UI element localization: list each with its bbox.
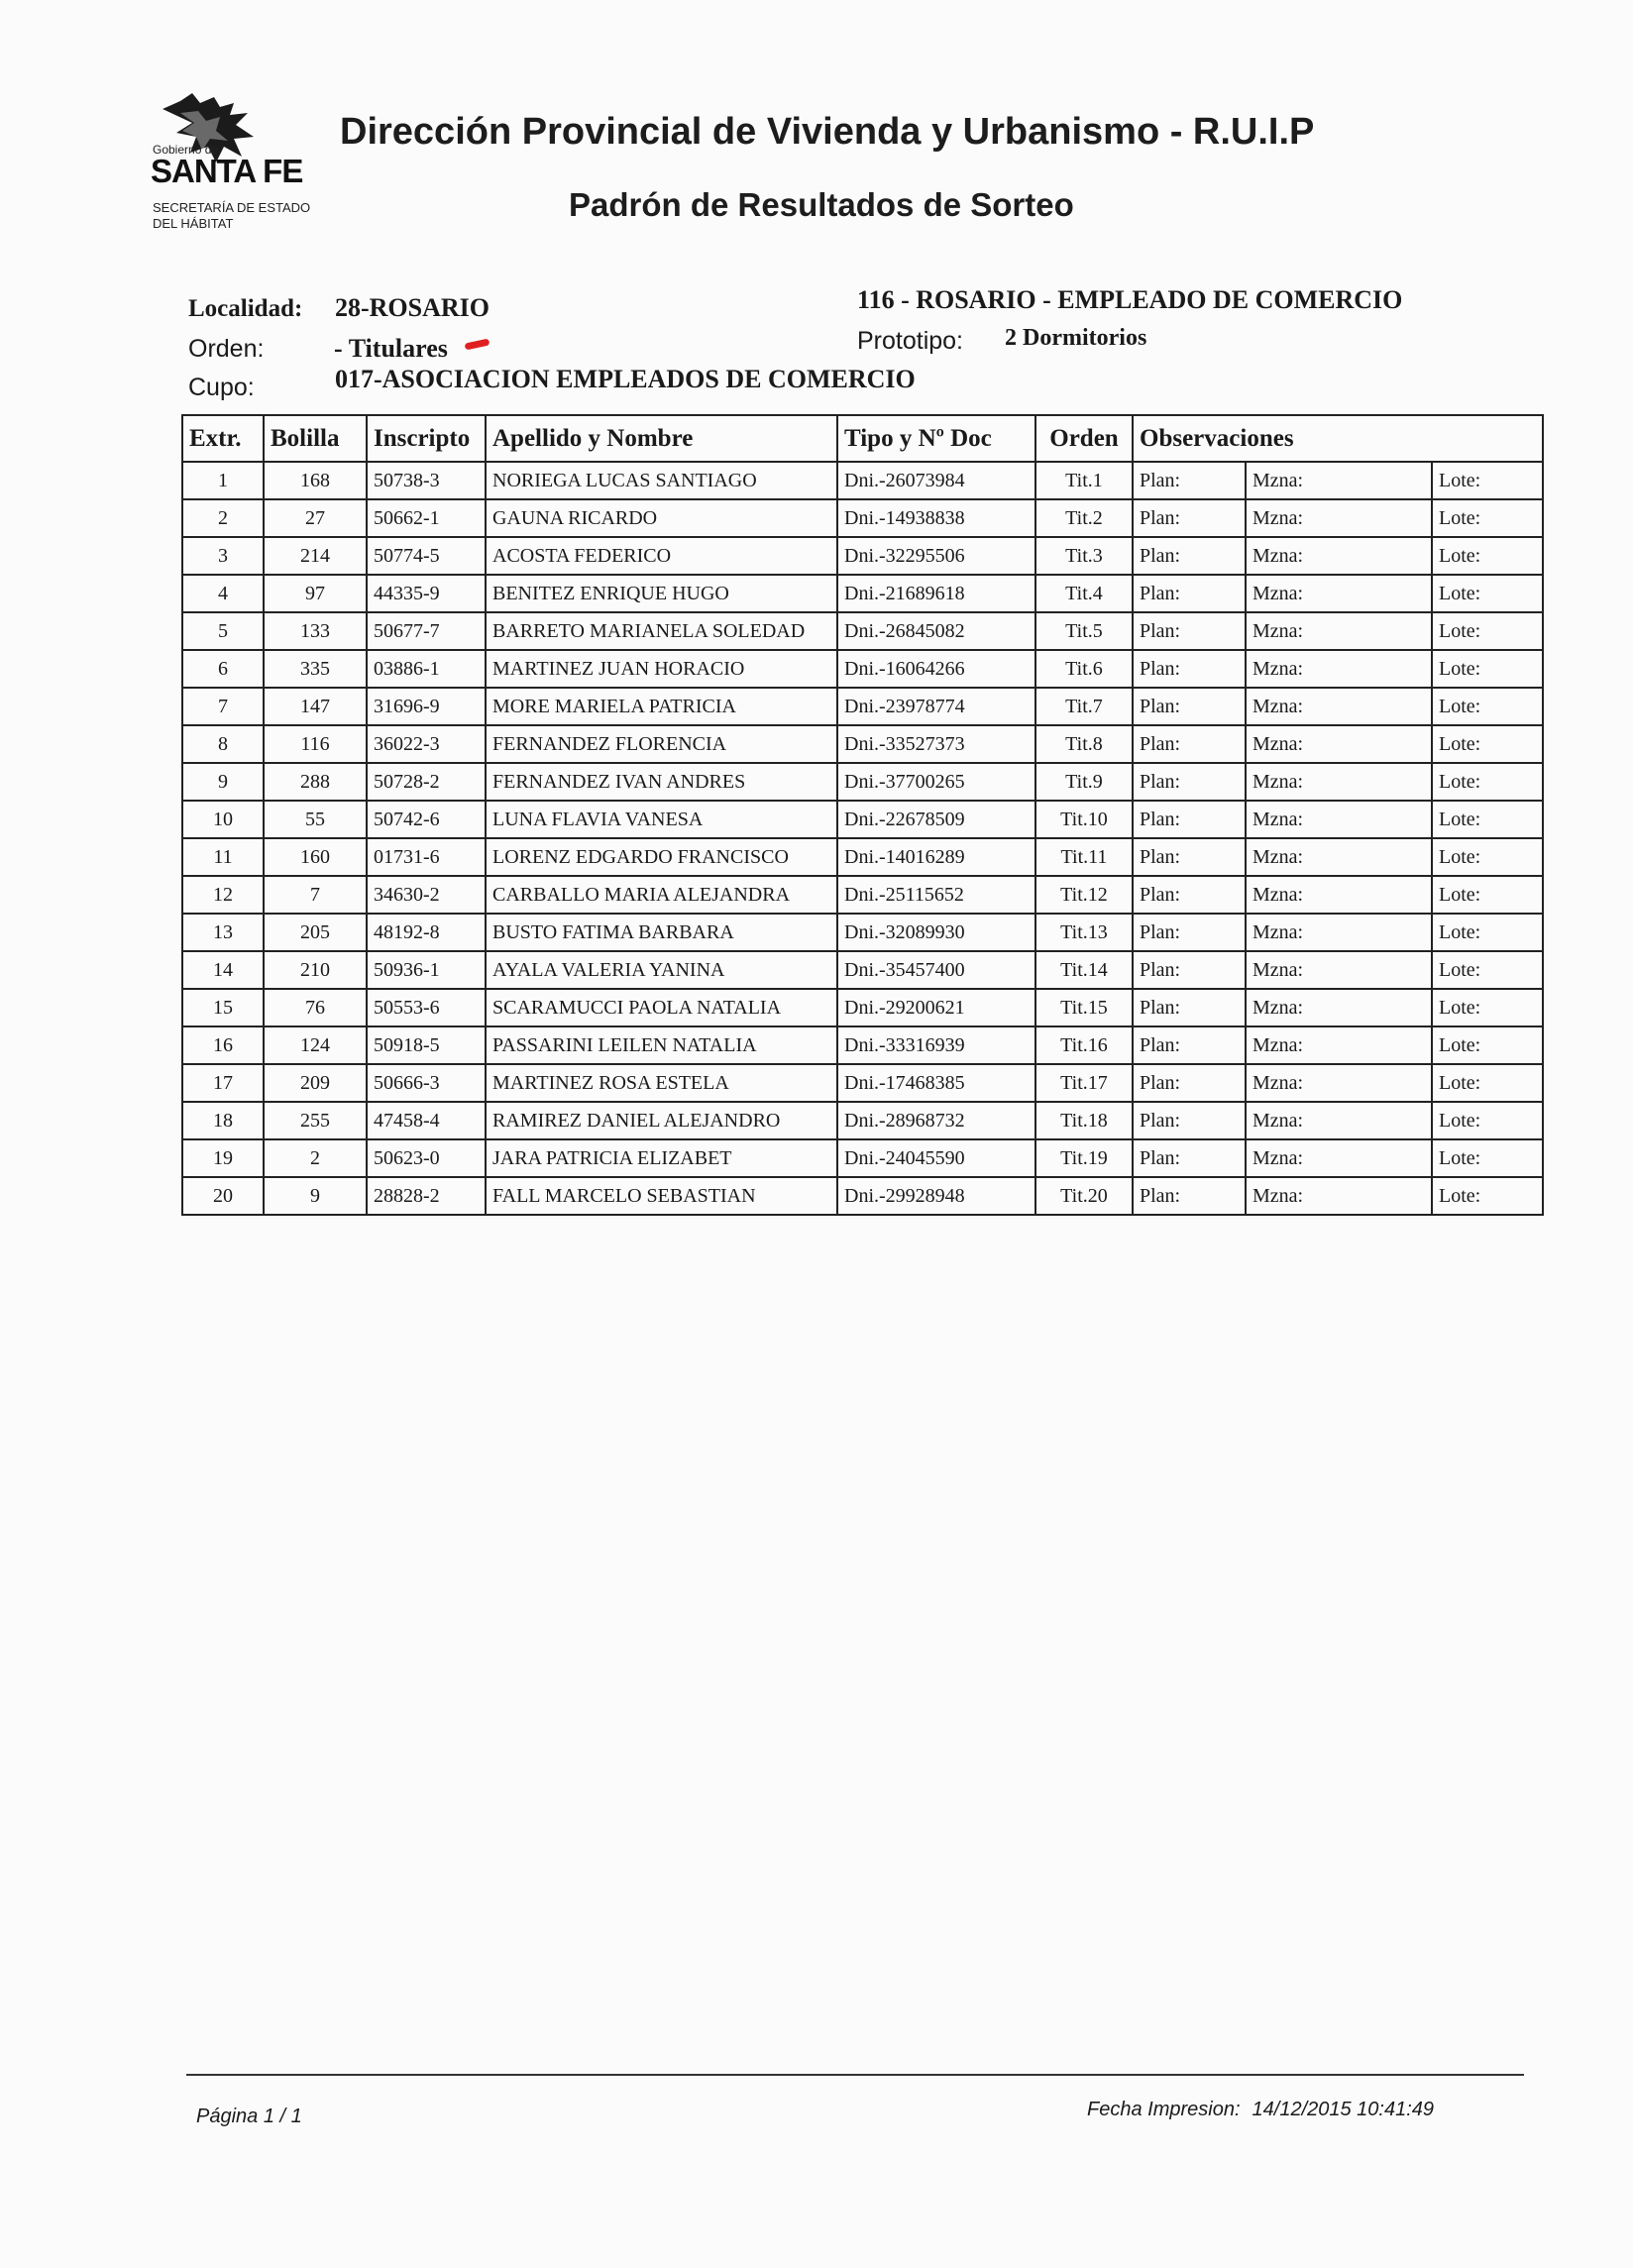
cell-extr: 15: [182, 989, 264, 1026]
table-row: [182, 1139, 1543, 1177]
cell-lote: Lote:: [1432, 951, 1543, 989]
cell-inscripto: 50774-5: [367, 537, 486, 575]
table-row: [182, 763, 1543, 801]
cell-bolilla: 335: [264, 650, 367, 688]
cell-doc: Dni.-22678509: [837, 801, 1035, 838]
cell-lote: Lote:: [1432, 575, 1543, 612]
cell-plan: Plan:: [1133, 801, 1246, 838]
cell-extr: 4: [182, 575, 264, 612]
cell-inscripto: 44335-9: [367, 575, 486, 612]
cell-mzna: Mzna:: [1246, 1102, 1432, 1139]
cell-plan: Plan:: [1133, 914, 1246, 951]
cell-doc: Dni.-14938838: [837, 499, 1035, 537]
cell-bolilla: 147: [264, 688, 367, 725]
col-extr: Extr.: [182, 415, 264, 462]
col-bolilla: Bolilla: [264, 415, 367, 462]
table-row: [182, 1177, 1543, 1215]
orden-label: Orden:: [188, 335, 265, 363]
cell-orden: Tit.17: [1035, 1064, 1133, 1102]
cell-lote: Lote:: [1432, 1064, 1543, 1102]
cell-orden: Tit.19: [1035, 1139, 1133, 1177]
cell-bolilla: 2: [264, 1139, 367, 1177]
cell-nombre: BARRETO MARIANELA SOLEDAD: [486, 612, 837, 650]
cell-doc: Dni.-35457400: [837, 951, 1035, 989]
cell-mzna: Mzna:: [1246, 575, 1432, 612]
santa-fe-logo: [151, 91, 329, 240]
cell-orden: Tit.20: [1035, 1177, 1133, 1215]
cell-inscripto: 36022-3: [367, 725, 486, 763]
cupo-value: 017-ASOCIACION EMPLEADOS DE COMERCIO: [335, 365, 916, 393]
table-row: [182, 989, 1543, 1026]
cell-plan: Plan:: [1133, 725, 1246, 763]
cell-extr: 19: [182, 1139, 264, 1177]
cell-orden: Tit.18: [1035, 1102, 1133, 1139]
cell-bolilla: 214: [264, 537, 367, 575]
table-row: [182, 499, 1543, 537]
cell-nombre: FERNANDEZ IVAN ANDRES: [486, 763, 837, 801]
cell-orden: Tit.3: [1035, 537, 1133, 575]
cell-doc: Dni.-32295506: [837, 537, 1035, 575]
cell-mzna: Mzna:: [1246, 801, 1432, 838]
cell-inscripto: 01731-6: [367, 838, 486, 876]
cell-mzna: Mzna:: [1246, 462, 1432, 499]
cell-doc: Dni.-26073984: [837, 462, 1035, 499]
cell-extr: 13: [182, 914, 264, 951]
cell-extr: 8: [182, 725, 264, 763]
table-row: [182, 1026, 1543, 1064]
cell-nombre: LUNA FLAVIA VANESA: [486, 801, 837, 838]
cell-plan: Plan:: [1133, 951, 1246, 989]
cell-lote: Lote:: [1432, 650, 1543, 688]
cell-bolilla: 55: [264, 801, 367, 838]
cell-orden: Tit.10: [1035, 801, 1133, 838]
cell-bolilla: 210: [264, 951, 367, 989]
cell-nombre: FALL MARCELO SEBASTIAN: [486, 1177, 837, 1215]
cell-extr: 6: [182, 650, 264, 688]
cell-mzna: Mzna:: [1246, 914, 1432, 951]
cell-doc: Dni.-16064266: [837, 650, 1035, 688]
cell-orden: Tit.8: [1035, 725, 1133, 763]
cell-lote: Lote:: [1432, 801, 1543, 838]
cell-nombre: SCARAMUCCI PAOLA NATALIA: [486, 989, 837, 1026]
cell-extr: 14: [182, 951, 264, 989]
print-date: [1087, 2099, 1434, 2121]
cell-bolilla: 124: [264, 1026, 367, 1064]
cell-orden: Tit.2: [1035, 499, 1133, 537]
cell-inscripto: 50728-2: [367, 763, 486, 801]
cell-nombre: GAUNA RICARDO: [486, 499, 837, 537]
col-orden: Orden: [1035, 415, 1133, 462]
cell-mzna: Mzna:: [1246, 499, 1432, 537]
red-pen-mark: [465, 338, 490, 350]
table-row: [182, 462, 1543, 499]
cell-nombre: LORENZ EDGARDO FRANCISCO: [486, 838, 837, 876]
cell-doc: Dni.-21689618: [837, 575, 1035, 612]
cell-lote: Lote:: [1432, 725, 1543, 763]
col-apellido-nombre: Apellido y Nombre: [486, 415, 837, 462]
cell-orden: Tit.7: [1035, 688, 1133, 725]
cell-extr: 18: [182, 1102, 264, 1139]
cell-mzna: Mzna:: [1246, 838, 1432, 876]
cell-orden: Tit.9: [1035, 763, 1133, 801]
cell-nombre: MARTINEZ ROSA ESTELA: [486, 1064, 837, 1102]
cell-mzna: Mzna:: [1246, 876, 1432, 914]
cell-mzna: Mzna:: [1246, 1177, 1432, 1215]
cell-mzna: Mzna:: [1246, 650, 1432, 688]
cell-doc: Dni.-23978774: [837, 688, 1035, 725]
table-row: [182, 951, 1543, 989]
cell-lote: Lote:: [1432, 462, 1543, 499]
cell-lote: Lote:: [1432, 989, 1543, 1026]
cell-inscripto: 50936-1: [367, 951, 486, 989]
results-table: [181, 414, 1544, 1216]
cell-plan: Plan:: [1133, 537, 1246, 575]
cell-bolilla: 27: [264, 499, 367, 537]
cell-inscripto: 34630-2: [367, 876, 486, 914]
cell-extr: 1: [182, 462, 264, 499]
cell-nombre: RAMIREZ DANIEL ALEJANDRO: [486, 1102, 837, 1139]
col-inscripto: Inscripto: [367, 415, 486, 462]
col-tipo-doc: Tipo y Nº Doc: [837, 415, 1035, 462]
cell-mzna: Mzna:: [1246, 763, 1432, 801]
orden-value: - Titulares: [334, 334, 448, 363]
cell-inscripto: 03886-1: [367, 650, 486, 688]
cell-nombre: CARBALLO MARIA ALEJANDRA: [486, 876, 837, 914]
cell-plan: Plan:: [1133, 1102, 1246, 1139]
cell-extr: 12: [182, 876, 264, 914]
prototipo-label: Prototipo:: [857, 327, 964, 355]
cell-mzna: Mzna:: [1246, 1026, 1432, 1064]
cell-extr: 20: [182, 1177, 264, 1215]
cell-plan: Plan:: [1133, 838, 1246, 876]
cell-orden: Tit.4: [1035, 575, 1133, 612]
cell-mzna: Mzna:: [1246, 1139, 1432, 1177]
table-row: [182, 688, 1543, 725]
cell-inscripto: 50918-5: [367, 1026, 486, 1064]
cell-nombre: MARTINEZ JUAN HORACIO: [486, 650, 837, 688]
cell-inscripto: 50677-7: [367, 612, 486, 650]
cell-bolilla: 7: [264, 876, 367, 914]
cell-orden: Tit.11: [1035, 838, 1133, 876]
cell-doc: Dni.-37700265: [837, 763, 1035, 801]
cell-doc: Dni.-14016289: [837, 838, 1035, 876]
cell-lote: Lote:: [1432, 1102, 1543, 1139]
table-row: [182, 725, 1543, 763]
cell-lote: Lote:: [1432, 876, 1543, 914]
table-body: [182, 462, 1543, 1215]
cell-lote: Lote:: [1432, 914, 1543, 951]
cell-inscripto: 47458-4: [367, 1102, 486, 1139]
cell-extr: 3: [182, 537, 264, 575]
cell-mzna: Mzna:: [1246, 537, 1432, 575]
localidad-value: 28-ROSARIO: [335, 293, 490, 322]
table-row: [182, 876, 1543, 914]
cell-nombre: BUSTO FATIMA BARBARA: [486, 914, 837, 951]
cell-lote: Lote:: [1432, 838, 1543, 876]
cell-mzna: Mzna:: [1246, 951, 1432, 989]
cell-lote: Lote:: [1432, 763, 1543, 801]
cell-inscripto: 50742-6: [367, 801, 486, 838]
grupo-value: 116 - ROSARIO - EMPLEADO DE COMERCIO: [857, 285, 1403, 314]
cell-nombre: FERNANDEZ FLORENCIA: [486, 725, 837, 763]
cell-extr: 9: [182, 763, 264, 801]
cell-doc: Dni.-33316939: [837, 1026, 1035, 1064]
cell-plan: Plan:: [1133, 876, 1246, 914]
table-row: [182, 650, 1543, 688]
cell-orden: Tit.1: [1035, 462, 1133, 499]
cell-plan: Plan:: [1133, 1139, 1246, 1177]
cell-plan: Plan:: [1133, 575, 1246, 612]
cell-extr: 17: [182, 1064, 264, 1102]
cell-lote: Lote:: [1432, 537, 1543, 575]
cell-lote: Lote:: [1432, 1026, 1543, 1064]
cell-bolilla: 133: [264, 612, 367, 650]
cell-extr: 2: [182, 499, 264, 537]
cell-nombre: BENITEZ ENRIQUE HUGO: [486, 575, 837, 612]
table-row: [182, 537, 1543, 575]
table-row: [182, 1064, 1543, 1102]
cell-mzna: Mzna:: [1246, 725, 1432, 763]
cell-plan: Plan:: [1133, 650, 1246, 688]
table-row: [182, 612, 1543, 650]
cell-plan: Plan:: [1133, 462, 1246, 499]
cell-doc: Dni.-17468385: [837, 1064, 1035, 1102]
cell-lote: Lote:: [1432, 1139, 1543, 1177]
cell-bolilla: 288: [264, 763, 367, 801]
cell-nombre: MORE MARIELA PATRICIA: [486, 688, 837, 725]
cell-extr: 16: [182, 1026, 264, 1064]
cell-mzna: Mzna:: [1246, 989, 1432, 1026]
cell-orden: Tit.16: [1035, 1026, 1133, 1064]
logo-small-text: Gobierno de: [153, 143, 219, 157]
localidad-label: Localidad:: [188, 295, 303, 322]
cell-plan: Plan:: [1133, 989, 1246, 1026]
page-number: Página 1 / 1: [196, 2106, 302, 2127]
cell-orden: Tit.6: [1035, 650, 1133, 688]
cell-lote: Lote:: [1432, 499, 1543, 537]
cell-doc: Dni.-24045590: [837, 1139, 1035, 1177]
cell-nombre: JARA PATRICIA ELIZABET: [486, 1139, 837, 1177]
cell-orden: Tit.5: [1035, 612, 1133, 650]
page-title: Dirección Provincial de Vivienda y Urbanismo - R.U.I.P: [340, 111, 1315, 153]
cell-plan: Plan:: [1133, 1064, 1246, 1102]
cell-inscripto: 50662-1: [367, 499, 486, 537]
cell-nombre: PASSARINI LEILEN NATALIA: [486, 1026, 837, 1064]
cell-doc: Dni.-29928948: [837, 1177, 1035, 1215]
cell-doc: Dni.-33527373: [837, 725, 1035, 763]
table-row: [182, 801, 1543, 838]
table-header-row: [182, 415, 1543, 462]
cell-inscripto: 50666-3: [367, 1064, 486, 1102]
cell-lote: Lote:: [1432, 1177, 1543, 1215]
cell-bolilla: 9: [264, 1177, 367, 1215]
cell-bolilla: 116: [264, 725, 367, 763]
cell-inscripto: 50738-3: [367, 462, 486, 499]
cell-orden: Tit.14: [1035, 951, 1133, 989]
cell-extr: 7: [182, 688, 264, 725]
print-date-label: Fecha Impresion:: [1087, 2099, 1241, 2120]
cell-doc: Dni.-26845082: [837, 612, 1035, 650]
cell-inscripto: 31696-9: [367, 688, 486, 725]
cell-nombre: AYALA VALERIA YANINA: [486, 951, 837, 989]
cell-extr: 5: [182, 612, 264, 650]
cell-doc: Dni.-29200621: [837, 989, 1035, 1026]
cell-nombre: ACOSTA FEDERICO: [486, 537, 837, 575]
table-row: [182, 575, 1543, 612]
cell-doc: Dni.-25115652: [837, 876, 1035, 914]
cell-bolilla: 160: [264, 838, 367, 876]
cell-lote: Lote:: [1432, 688, 1543, 725]
cell-orden: Tit.15: [1035, 989, 1133, 1026]
cell-inscripto: 28828-2: [367, 1177, 486, 1215]
cell-plan: Plan:: [1133, 499, 1246, 537]
cell-bolilla: 76: [264, 989, 367, 1026]
cell-bolilla: 205: [264, 914, 367, 951]
cell-extr: 11: [182, 838, 264, 876]
cell-plan: Plan:: [1133, 1026, 1246, 1064]
page-subtitle: Padrón de Resultados de Sorteo: [569, 186, 1074, 223]
cell-inscripto: 48192-8: [367, 914, 486, 951]
footer-divider: [186, 2074, 1524, 2076]
cell-bolilla: 97: [264, 575, 367, 612]
cell-orden: Tit.12: [1035, 876, 1133, 914]
table-row: [182, 838, 1543, 876]
cell-bolilla: 209: [264, 1064, 367, 1102]
table-row: [182, 1102, 1543, 1139]
cell-lote: Lote:: [1432, 612, 1543, 650]
cell-plan: Plan:: [1133, 688, 1246, 725]
logo-big-text: SANTA FE: [151, 153, 303, 189]
cell-plan: Plan:: [1133, 1177, 1246, 1215]
cell-plan: Plan:: [1133, 612, 1246, 650]
table-row: [182, 914, 1543, 951]
cupo-label: Cupo:: [188, 374, 255, 401]
cell-orden: Tit.13: [1035, 914, 1133, 951]
cell-plan: Plan:: [1133, 763, 1246, 801]
print-date-value: 14/12/2015 10:41:49: [1252, 2099, 1435, 2120]
cell-bolilla: 168: [264, 462, 367, 499]
cell-mzna: Mzna:: [1246, 688, 1432, 725]
logo-sub-text: SECRETARÍA DE ESTADO DEL HÁBITAT: [153, 200, 311, 231]
cell-mzna: Mzna:: [1246, 612, 1432, 650]
prototipo-value: 2 Dormitorios: [1005, 325, 1147, 351]
cell-doc: Dni.-32089930: [837, 914, 1035, 951]
col-observaciones: Observaciones: [1133, 415, 1543, 462]
cell-nombre: NORIEGA LUCAS SANTIAGO: [486, 462, 837, 499]
cell-bolilla: 255: [264, 1102, 367, 1139]
cell-mzna: Mzna:: [1246, 1064, 1432, 1102]
cell-extr: 10: [182, 801, 264, 838]
cell-inscripto: 50623-0: [367, 1139, 486, 1177]
cell-doc: Dni.-28968732: [837, 1102, 1035, 1139]
cell-inscripto: 50553-6: [367, 989, 486, 1026]
